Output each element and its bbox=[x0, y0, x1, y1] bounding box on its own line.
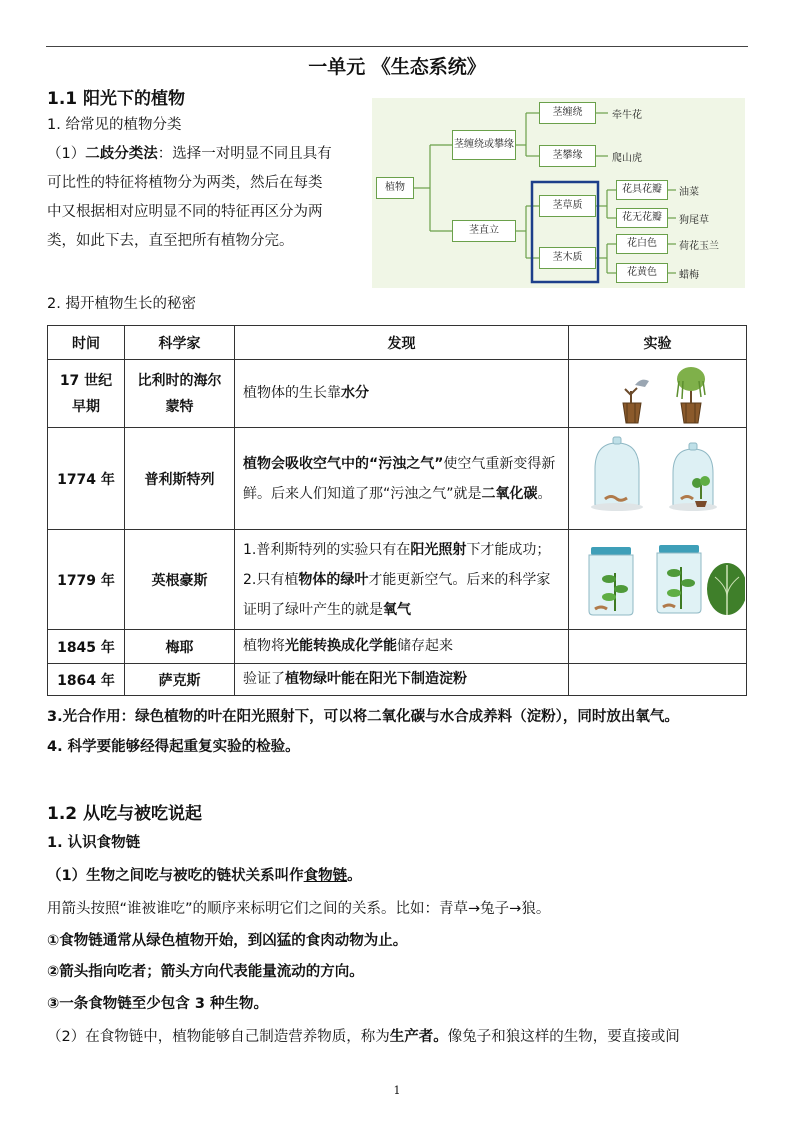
producer-paragraph bbox=[47, 1023, 680, 1052]
classification-tree-diagram bbox=[372, 98, 745, 288]
method-paragraph bbox=[47, 140, 363, 256]
cell-scientist: 梅耶 bbox=[125, 630, 235, 664]
section-heading-1-1: 1.1 阳光下的植物 bbox=[47, 89, 186, 109]
cell-experiment bbox=[569, 530, 747, 630]
cell-scientist bbox=[125, 360, 235, 428]
food-chain-rule-2: ②箭头指向吃者；箭头方向代表能量流动的方向。 bbox=[47, 964, 364, 980]
method-name: 二歧分类法 bbox=[85, 146, 158, 162]
time-line-1: 17 世纪 bbox=[59, 372, 113, 389]
cell-time: 1845 年 bbox=[48, 630, 125, 664]
discovery-text: 植物体的生长靠 bbox=[243, 385, 341, 401]
table-row bbox=[48, 428, 747, 530]
tree-node-twining: 茎缠绕 bbox=[539, 102, 596, 124]
discovery-text: 储存起来 bbox=[397, 638, 453, 654]
food-chain-definition bbox=[47, 862, 362, 891]
cell-discovery bbox=[235, 664, 569, 696]
jar-leaf-illustration bbox=[569, 531, 745, 629]
cell-discovery bbox=[235, 530, 569, 630]
definition-term: 食物链 bbox=[303, 868, 348, 884]
discovery-bold: 植物绿叶能在阳光下制造淀粉 bbox=[285, 671, 467, 687]
top-rule bbox=[46, 46, 748, 47]
tree-node-no-petal: 花无花瓣 bbox=[616, 208, 668, 228]
tree-node-petaled: 花具花瓣 bbox=[616, 180, 668, 200]
tree-node-twining-climbing: 茎缠绕或攀缘 bbox=[452, 130, 516, 160]
tree-leaf-rape: 油菜 bbox=[679, 187, 699, 198]
discovery-bold: 植物会吸收空气中的 bbox=[243, 455, 369, 472]
method-line-3: 中又根据相对应明显不同的特征再区分为两 bbox=[47, 204, 323, 220]
tree-leaf-boston-ivy: 爬山虎 bbox=[612, 153, 642, 164]
section-heading-1-2: 1.2 从吃与被吃说起 bbox=[47, 804, 203, 824]
cell-experiment bbox=[569, 428, 747, 530]
definition-end: 。 bbox=[347, 868, 362, 884]
food-chain-example: 用箭头按照“谁被谁吃”的顺序来标明它们之间的关系。比如：青草→兔子→狼。 bbox=[47, 901, 551, 917]
cell-time: 1774 年 bbox=[48, 428, 125, 530]
header-time: 时间 bbox=[48, 326, 125, 360]
cell-time bbox=[48, 360, 125, 428]
cell-time: 1864 年 bbox=[48, 664, 125, 696]
discovery-bold: 二氧化碳 bbox=[481, 485, 538, 502]
note-photosynthesis: 3.光合作用：绿色植物的叶在阳光照射下，可以将二氧化碳与水合成养料（淀粉），同时放出氧气。 bbox=[47, 709, 679, 725]
discovery-bold: 光能转换成化学能 bbox=[285, 638, 397, 654]
note-repeatable-experiment: 4. 科学要能够经得起重复实验的检验。 bbox=[47, 739, 300, 755]
tree-node-climbing: 茎攀缘 bbox=[539, 145, 596, 167]
cell-scientist: 英根豪斯 bbox=[125, 530, 235, 630]
cell-scientist: 普利斯特列 bbox=[125, 428, 235, 530]
scientist-line-2: 蒙特 bbox=[165, 398, 194, 415]
tree-node-yellow-flower: 花黄色 bbox=[616, 263, 668, 283]
tree-leaf-wintersweet: 蜡梅 bbox=[679, 270, 699, 281]
discovery-text: 植物将 bbox=[243, 638, 285, 654]
tree-node-upright: 茎直立 bbox=[452, 220, 516, 242]
page-number: 1 bbox=[393, 1084, 401, 1097]
producer-text-end: 像兔子和狼这样的生物，要直接或间 bbox=[447, 1029, 680, 1045]
tree-leaf-foxtail: 狗尾草 bbox=[679, 215, 709, 226]
table-header-row bbox=[48, 326, 747, 360]
method-line-2: 可比性的特征将植物分为两类，然后在每类 bbox=[47, 175, 323, 191]
cell-discovery bbox=[235, 630, 569, 664]
scientist-discovery-table bbox=[47, 325, 747, 696]
item-classify-plants: 1. 给常见的植物分类 bbox=[47, 117, 182, 133]
table-row bbox=[48, 530, 747, 630]
time-line-2: 早期 bbox=[72, 398, 100, 415]
discovery-bold: 物体的绿叶 bbox=[298, 571, 369, 588]
tree-node-woody: 茎木质 bbox=[539, 247, 596, 269]
willow-pot-illustration bbox=[569, 361, 745, 427]
discovery-text: 使空气重新变得新鲜。后来人们知道了那“污浊之气”就是 bbox=[243, 455, 556, 502]
discovery-bold: 氧气 bbox=[383, 601, 411, 618]
cell-experiment bbox=[569, 360, 747, 428]
table-row bbox=[48, 630, 747, 664]
discovery-text: 下才能成功；2.只有植 bbox=[243, 541, 551, 588]
cell-discovery bbox=[235, 428, 569, 530]
tree-node-white-flower: 花白色 bbox=[616, 234, 668, 254]
discovery-bold: 阳光照射 bbox=[410, 541, 467, 558]
header-discovery: 发现 bbox=[235, 326, 569, 360]
cell-time: 1779 年 bbox=[48, 530, 125, 630]
table-row bbox=[48, 664, 747, 696]
page-title: 一单元 《生态系统》 bbox=[308, 56, 486, 78]
discovery-bold: 水分 bbox=[341, 385, 369, 401]
discovery-text: 验证了 bbox=[243, 671, 285, 687]
method-line-4: 类，如此下去，直至把所有植物分完。 bbox=[47, 233, 294, 249]
item-food-chain: 1. 认识食物链 bbox=[47, 835, 141, 851]
tree-node-root: 植物 bbox=[376, 177, 414, 199]
table-row bbox=[48, 360, 747, 428]
method-prefix: （1） bbox=[47, 146, 86, 162]
discovery-text: 才能更新空气。后来的科学家证明了绿叶产生的就是 bbox=[243, 571, 551, 618]
tree-leaf-morning-glory: 牵牛花 bbox=[612, 110, 642, 121]
producer-term: 生产者。 bbox=[389, 1029, 448, 1045]
cell-experiment bbox=[569, 630, 747, 664]
method-line-1: ：选择一对明显不同且具有 bbox=[157, 146, 332, 162]
header-scientist: 科学家 bbox=[125, 326, 235, 360]
discovery-text: 。 bbox=[537, 485, 552, 502]
producer-text: （2）在食物链中，植物能够自己制造营养物质，称为 bbox=[47, 1029, 390, 1045]
bell-jar-illustration bbox=[569, 429, 745, 529]
scientist-line-1: 比利时的海尔 bbox=[137, 372, 222, 389]
cell-discovery bbox=[235, 360, 569, 428]
food-chain-rule-1: ①食物链通常从绿色植物开始，到凶猛的食肉动物为止。 bbox=[47, 933, 408, 949]
cell-scientist: 萨克斯 bbox=[125, 664, 235, 696]
food-chain-rule-3: ③一条食物链至少包含 3 种生物。 bbox=[47, 996, 268, 1012]
tree-leaf-magnolia: 荷花玉兰 bbox=[679, 241, 719, 252]
tree-node-herbaceous: 茎草质 bbox=[539, 195, 596, 217]
discovery-text: 1.普利斯特列的实验只有在 bbox=[243, 541, 411, 558]
discovery-bold: “污浊之气” bbox=[369, 455, 444, 472]
definition-text: （1）生物之间吃与被吃的链状关系叫作 bbox=[47, 868, 304, 884]
cell-experiment bbox=[569, 664, 747, 696]
header-experiment: 实验 bbox=[569, 326, 747, 360]
item-plant-secrets: 2. 揭开植物生长的秘密 bbox=[47, 296, 196, 312]
